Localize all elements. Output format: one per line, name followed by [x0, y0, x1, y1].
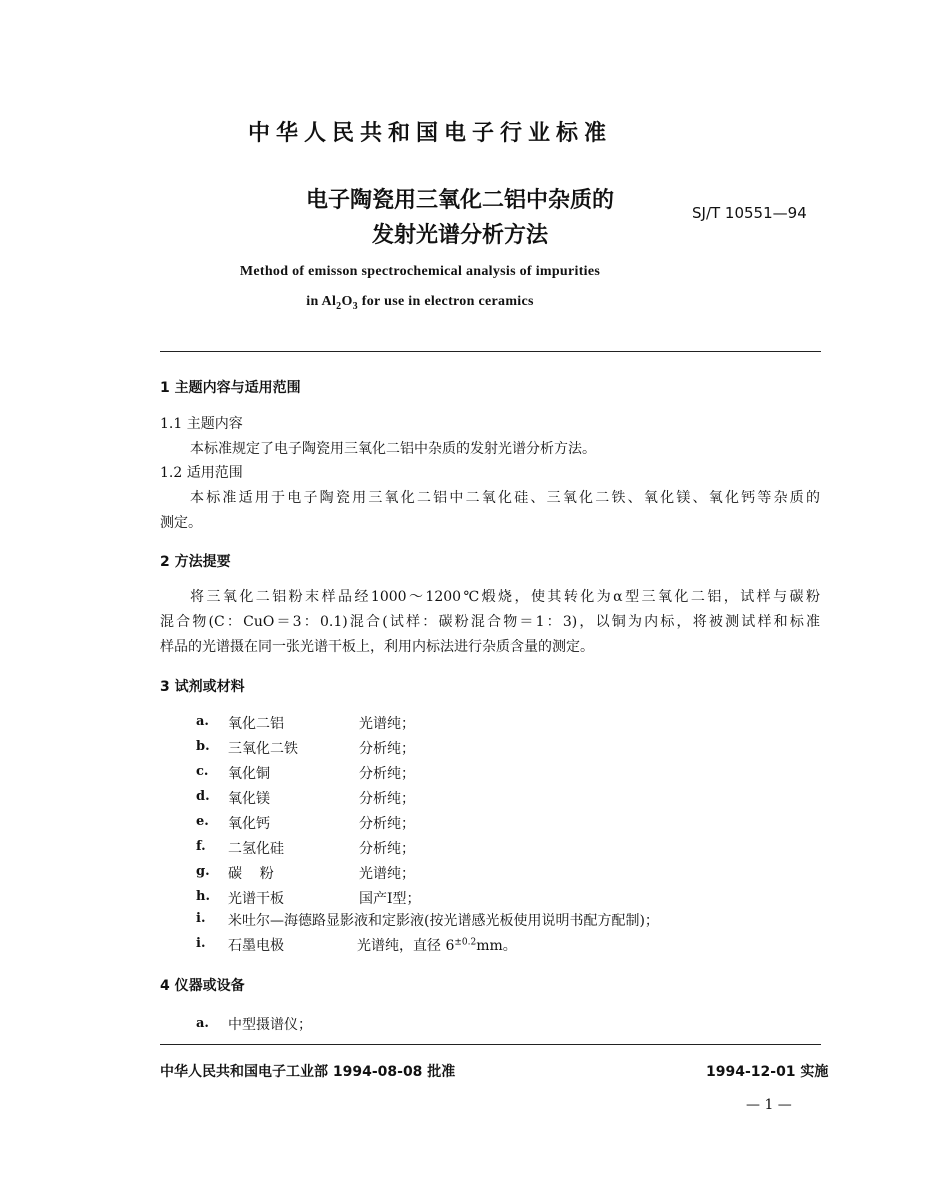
item-letter: h. — [196, 889, 210, 904]
item-letter: f. — [196, 839, 206, 854]
en-title-line2: in $Al_2O_3$ for use in electron ceramics — [306, 294, 534, 312]
item-letter: g. — [196, 864, 210, 879]
item-grade: 分析纯； — [359, 816, 415, 832]
instrument-item-text: 中型摄谱仪； — [228, 1017, 312, 1033]
doc-title-line1: 电子陶瓷用三氧化二铝中杂质的 — [305, 188, 614, 213]
section-1-1-text: 本标准规定了电子陶瓷用三氧化二铝中杂质的发射光谱分析方法。 — [190, 441, 596, 457]
section-2-text-line1: 将三氧化二铝粉末样品经1000～1200℃煅烧，使其转化为α型三氧化二铝，试样与碳粉 — [190, 589, 820, 605]
item-grade: 分析纯； — [359, 791, 415, 807]
item-letter: a. — [196, 1016, 209, 1031]
section-3-heading: 3 试剂或材料 — [160, 679, 245, 695]
item-name: 氧化铜 — [228, 766, 270, 782]
page-number: — 1 — — [746, 1097, 792, 1113]
standard-body: 中华人民共和国电子行业标准 — [247, 121, 612, 146]
item-grade: 分析纯； — [359, 841, 415, 857]
section-1-2-text-line2: 测定。 — [160, 515, 202, 531]
item-grade: 光谱纯； — [359, 866, 415, 882]
item-name: 氧化钙 — [228, 816, 270, 832]
item-name: 碳 粉 — [228, 866, 274, 882]
item-name: 二氢化硅 — [228, 841, 284, 857]
section-2-heading: 2 方法提要 — [160, 554, 231, 570]
en-title-line1: Method of emisson spectrochemical analysis of impurities — [239, 264, 601, 279]
section-2-text-line3: 样品的光谱摄在同一张光谱干板上，利用内标法进行杂质含量的测定。 — [160, 639, 594, 655]
section-1-heading: 1 主题内容与适用范围 — [160, 380, 301, 396]
item-grade: 国产Ⅰ型； — [359, 891, 421, 907]
electrode-spec: 光谱纯，直径 $6^{\pm 0.2}mm$。 — [357, 937, 517, 954]
effective-date: 1994-12-01 实施 — [706, 1064, 829, 1080]
standard-code: SJ/T 10551—94 — [692, 204, 807, 222]
item-grade: 分析纯； — [359, 741, 415, 757]
developer-item-text: 米吐尔—海德路显影液和定影液(按光谱感光板使用说明书配方配制)； — [228, 913, 659, 929]
item-grade: 分析纯； — [359, 766, 415, 782]
item-name: 石墨电极 — [228, 938, 284, 954]
approval-line: 中华人民共和国电子工业部 1994-08-08 批准 — [160, 1064, 456, 1080]
item-letter: i. — [196, 911, 206, 926]
item-letter: d. — [196, 789, 210, 804]
section-2-text-line2: 混合物(C：CuO＝3：0.1)混合(试样：碳粉混合物＝1：3)，以铜为内标，将被测试样和标准 — [160, 614, 820, 630]
item-name: 三氧化二铁 — [228, 741, 298, 757]
footer-rule — [160, 1044, 821, 1045]
section-1-2-text-line1: 本标准适用于电子陶瓷用三氧化二铝中二氧化硅、三氧化二铁、氧化镁、氧化钙等杂质的 — [190, 490, 820, 506]
item-name: 氧化镁 — [228, 791, 270, 807]
item-letter: a. — [196, 714, 209, 729]
doc-title-line2: 发射光谱分析方法 — [371, 223, 548, 248]
item-letter: c. — [196, 764, 209, 779]
item-name: 光谱干板 — [228, 891, 284, 907]
item-letter: b. — [196, 739, 210, 754]
item-letter: e. — [196, 814, 209, 829]
item-grade: 光谱纯； — [359, 716, 415, 732]
top-rule — [160, 351, 821, 352]
section-4-heading: 4 仪器或设备 — [160, 978, 245, 994]
item-name: 氧化二铝 — [228, 716, 284, 732]
item-letter: i. — [196, 936, 206, 951]
section-1-2-heading: 1.2 适用范围 — [160, 465, 243, 481]
section-1-1-heading: 1.1 主题内容 — [160, 416, 243, 432]
